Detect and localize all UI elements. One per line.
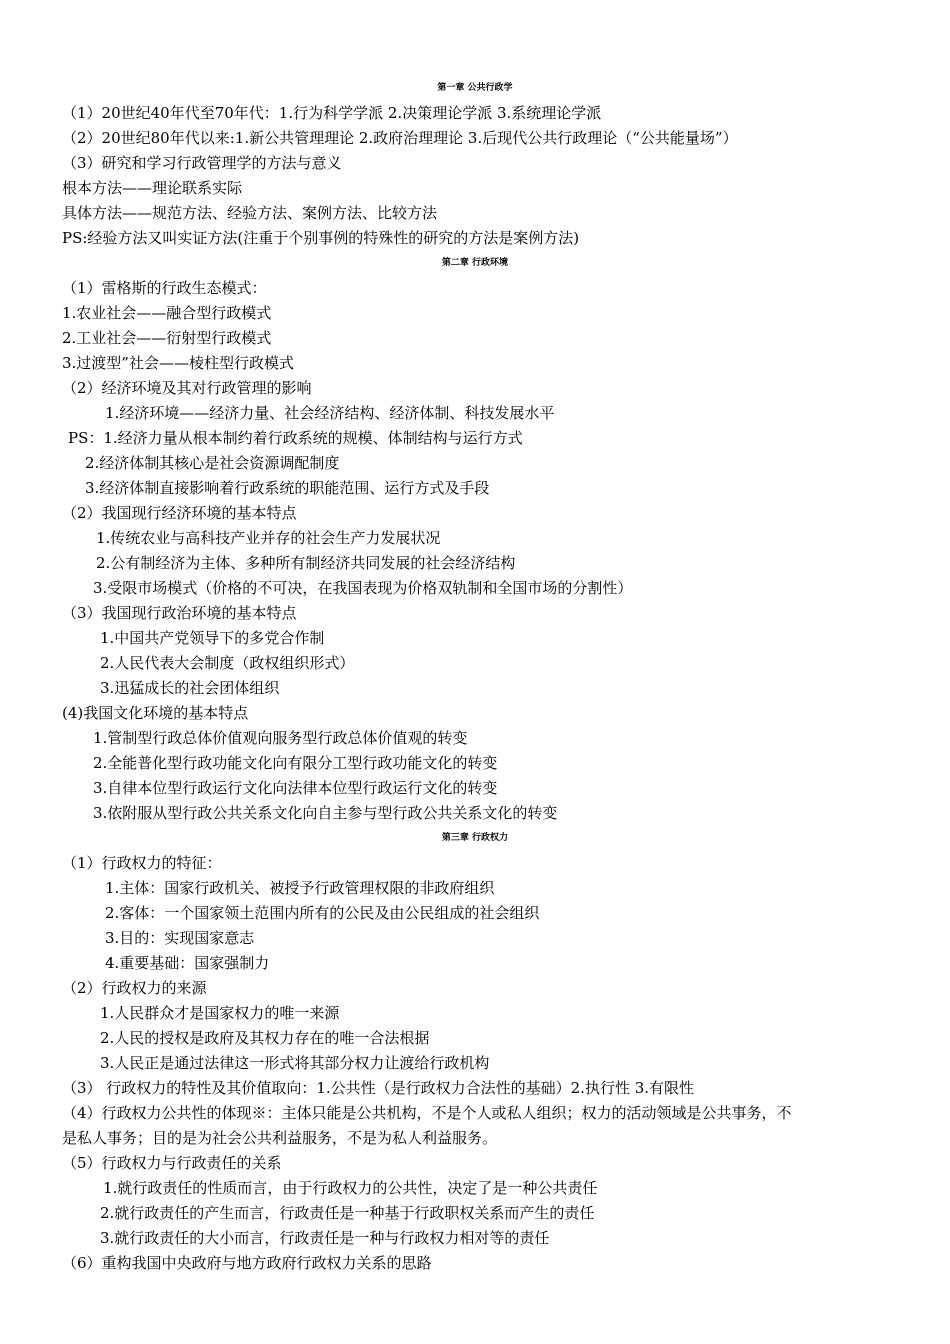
text-line: 1.传统农业与高科技产业并存的社会生产力发展状况 — [96, 529, 441, 547]
text-line: （6）重构我国中央政府与地方政府行政权力关系的思路 — [62, 1254, 432, 1272]
text-line: 3.依附服从型行政公共关系文化向自主参与型行政公共关系文化的转变 — [93, 804, 558, 822]
text-line: 3.目的：实现国家意志 — [105, 929, 255, 947]
text-line: 2.人民代表大会制度（政权组织形式） — [100, 654, 355, 672]
text-line: 2.工业社会——衍射型行政模式 — [62, 329, 272, 347]
text-line: （2）我国现行经济环境的基本特点 — [62, 504, 297, 522]
text-line: 根本方法——理论联系实际 — [62, 179, 243, 197]
text-line: （1）20世纪40年代至70年代：1.行为科学学派 2.决策理论学派 3.系统理论学派 — [62, 104, 602, 122]
text-line: 1.中国共产党领导下的多党合作制 — [100, 629, 325, 647]
text-line: （2）行政权力的来源 — [62, 979, 207, 997]
text-line: 3.经济体制直接影响着行政系统的职能范围、运行方式及手段 — [85, 479, 490, 497]
text-line: 是私人事务；目的是为社会公共利益服务，不是为私人利益服务。 — [62, 1129, 498, 1147]
text-line: 4.重要基础：国家强制力 — [105, 954, 270, 972]
text-line: 3.人民正是通过法律这一形式将其部分权力让渡给行政机构 — [100, 1054, 490, 1072]
text-line: （1）雷格斯的行政生态模式： — [62, 279, 267, 297]
chapter-1-title: 第一章 公共行政学 — [437, 83, 513, 93]
text-line: （3）我国现行政治环境的基本特点 — [62, 604, 297, 622]
text-line: 1.人民群众才是国家权力的唯一来源 — [100, 1004, 340, 1022]
text-line: PS:经验方法又叫实证方法(注重于个别事例的特殊性的研究的方法是案例方法) — [62, 229, 580, 247]
text-line: （4）行政权力公共性的体现※：主体只能是公共机构，不是个人或私人组织；权力的活动领域是公共事务，不 — [62, 1104, 792, 1122]
text-line: 3.就行政责任的大小而言，行政责任是一种与行政权力相对等的责任 — [100, 1229, 550, 1247]
text-line: 1.经济环境——经济力量、社会经济结构、经济体制、科技发展水平 — [105, 404, 555, 422]
text-line: 2.就行政责任的产生而言，行政责任是一种基于行政职权关系而产生的责任 — [100, 1204, 595, 1222]
chapter-2-title: 第二章 行政环境 — [441, 258, 509, 268]
text-line: 3.自律本位型行政运行文化向法律本位型行政运行文化的转变 — [93, 779, 498, 797]
chapter-3-title: 第三章 行政权力 — [441, 833, 509, 843]
text-line: 3.受限市场模式（价格的不可决，在我国表现为价格双轨制和全国市场的分割性） — [93, 579, 633, 597]
text-line: （2）经济环境及其对行政管理的影响 — [62, 379, 312, 397]
text-line: PS：1.经济力量从根本制约着行政系统的规模、体制结构与运行方式 — [68, 429, 523, 447]
text-line: 1.管制型行政总体价值观向服务型行政总体价值观的转变 — [93, 729, 468, 747]
text-line: 1.就行政责任的性质而言，由于行政权力的公共性，决定了是一种公共责任 — [103, 1179, 598, 1197]
text-line: 1.农业社会——融合型行政模式 — [62, 304, 272, 322]
text-line: 3.迅猛成长的社会团体组织 — [100, 679, 280, 697]
text-line: （3） 行政权力的特性及其价值取向：1.公共性（是行政权力合法性的基础）2.执行性 3.有限性 — [62, 1079, 695, 1097]
text-line: 2.全能普化型行政功能文化向有限分工型行政功能文化的转变 — [93, 754, 498, 772]
text-line: 具体方法——规范方法、经验方法、案例方法、比较方法 — [62, 204, 438, 222]
text-line: 2.人民的授权是政府及其权力存在的唯一合法根据 — [100, 1029, 430, 1047]
text-line: （2）20世纪80年代以来:1.新公共管理理论 2.政府治理理论 3.后现代公共行政理论（“公共能量场”） — [62, 129, 738, 147]
text-line: 3.过渡型”社会——棱柱型行政模式 — [62, 354, 294, 372]
text-line: （3）研究和学习行政管理学的方法与意义 — [62, 154, 342, 172]
text-line: 1.主体：国家行政机关、被授予行政管理权限的非政府组织 — [105, 879, 495, 897]
text-line: 2.经济体制其核心是社会资源调配制度 — [85, 454, 340, 472]
text-line: （5）行政权力与行政责任的关系 — [62, 1154, 282, 1172]
text-line: 2.客体：一个国家领土范围内所有的公民及由公民组成的社会组织 — [105, 904, 540, 922]
text-line: （1）行政权力的特征： — [62, 854, 222, 872]
text-line: 2.公有制经济为主体、多种所有制经济共同发展的社会经济结构 — [96, 554, 516, 572]
text-line: (4)我国文化环境的基本特点 — [62, 704, 249, 722]
